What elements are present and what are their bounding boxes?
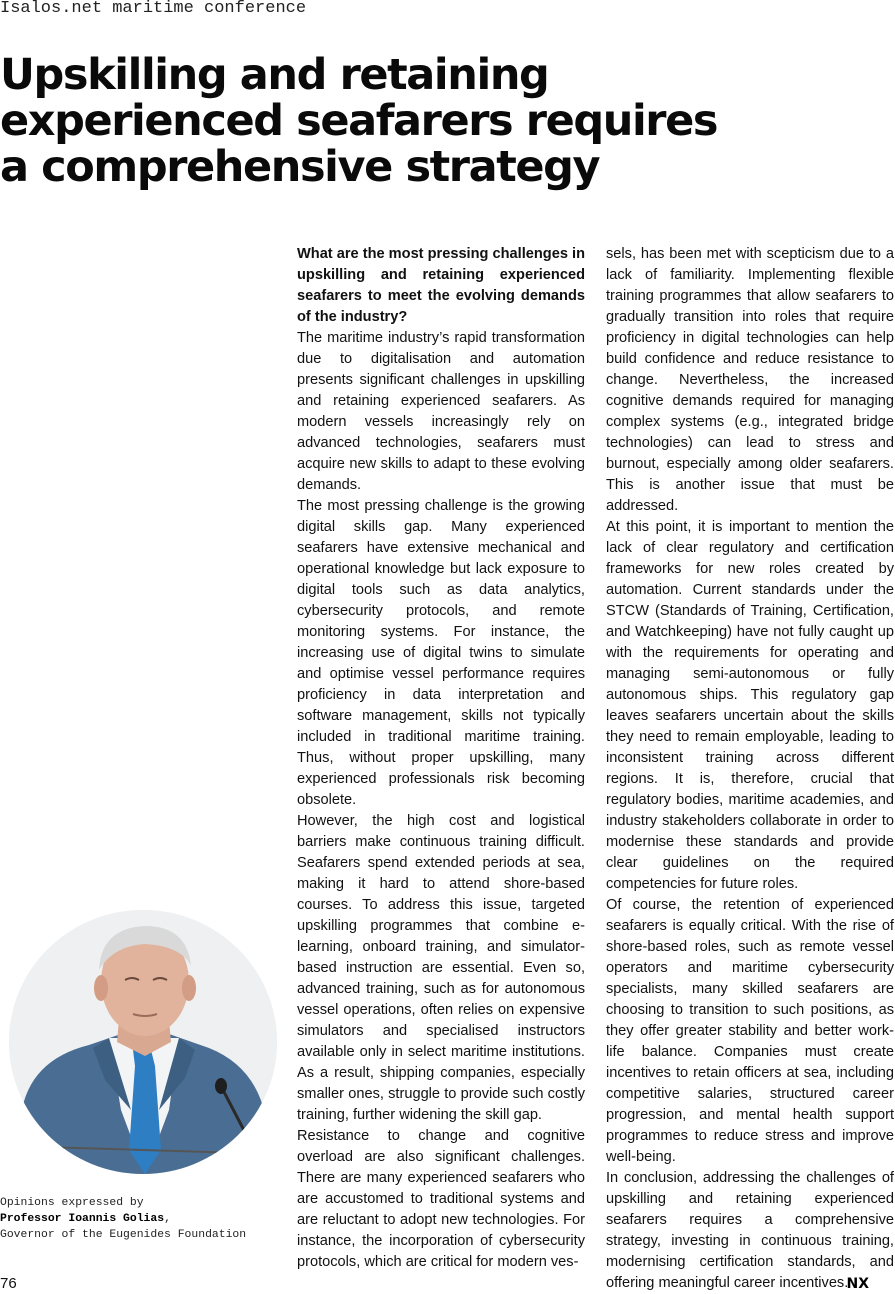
- paragraph-2: The most pressing challenge is the growing digital skills gap. Many experienced seafarers have extensive mechanical and operational knowledge but lack exposure to digital tools such as data analytics, cybersecurity protocols, and remote monitoring systems. For instance, the increasing use of digital twins to simulate and optimise vessel performance requires proficiency in data interpretation and software management, skills not typically included in traditional maritime training. Thus, without proper upskilling, many experienced professionals risk becoming obsolete.: [297, 498, 585, 808]
- author-role: Governor of the Eugenides Foundation: [0, 1229, 247, 1241]
- page-number: 76: [0, 1275, 17, 1292]
- paragraph-3: However, the high cost and logistical barriers make continuous training difficult. Seafarers spend extended periods at sea, making it hard to attend shore-based courses. To address this issue, targeted upskilling programmes that combine e-learning, onboard training, and simulator-based instruction are essential. Even so, advanced training, such as for autonomous vessel operations, often relies on expensive simulators and specialised instructors available only in select maritime institutions. As a result, shipping companies, especially smaller ones, struggle to provide such costly training, further widening the skill gap.: [297, 813, 585, 1123]
- caption-name-line: [0, 1211, 280, 1227]
- article-column-right: [606, 244, 894, 1294]
- nx-logo: NX: [846, 1276, 869, 1292]
- caption-intro: Opinions expressed by: [0, 1197, 144, 1209]
- title-line-1: Upskilling and retaining: [0, 50, 549, 100]
- article-title: [0, 52, 760, 190]
- author-name: Professor Ioannis Golias: [0, 1213, 165, 1225]
- author-caption: [0, 1195, 280, 1243]
- paragraph-1: The maritime industry’s rapid transformation due to digitalisation and automation presents significant challenges in upskilling and retaining experienced seafarers. As modern vessels increasingly rely on advanced technologies, seafarers must acquire new skills to adapt to these evolving demands.: [297, 330, 585, 493]
- title-line-2: experienced seafarers requires: [0, 96, 718, 146]
- article-column-left: [297, 244, 585, 1273]
- conference-label: Isalos.net maritime conference: [0, 0, 307, 18]
- paragraph-5: sels, has been met with scepticism due to a lack of familiarity. Implementing flexible training programmes that allow seafarers to gradually transition into roles that require proficiency in digital technologies can help build confidence and reduce resistance to change. Nevertheless, the increased cognitive demands required for managing complex systems (e.g., integrated bridge technologies) can lead to stress and burnout, especially among older seafarers. This is another issue that must be addressed.: [606, 246, 894, 514]
- author-portrait: [9, 910, 277, 1174]
- paragraph-6: At this point, it is important to mention the lack of clear regulatory and certification frameworks for new roles created by automation. Current standards under the STCW (Standards of Training, Certification, and Watchkeeping) have not fully caught up with the requirements for operating and managing semi-autonomous or fully autonomous ships. This regulatory gap leaves seafarers uncertain about the skills they need to remain employable, leading to inconsistent training across different regions. It is, therefore, crucial that regulatory bodies, maritime academies, and industry stakeholders collaborate in order to modernise these standards and provide clear guidelines on the required competencies for future roles.: [606, 519, 894, 892]
- paragraph-8: In conclusion, addressing the challenges of upskilling and retaining experienced seafarers requires a comprehensive strategy, investing in continuous training, modernising certification standards, and offering meaningful career incentives.: [606, 1170, 894, 1291]
- paragraph-7: Of course, the retention of experienced seafarers is equally critical. With the rise of shore-based roles, such as remote vessel operators and maritime cybersecurity specialists, many skilled seafarers are choosing to transition to such positions, as they offer greater stability and better work-life balance. Companies must create incentives to retain officers at sea, including competitive salaries, structured career progression, and mental health support programmes to reduce stress and improve well-being.: [606, 897, 894, 1165]
- author-name-suffix: ,: [164, 1213, 171, 1225]
- portrait-illustration: [9, 910, 277, 1174]
- paragraph-4: Resistance to change and cognitive overload are also significant challenges. There are many experienced seafarers who are accustomed to traditional systems and are reluctant to adopt new technologies. For instance, the incorporation of cybersecurity protocols, which are critical for modern ves-: [297, 1128, 585, 1270]
- title-line-3: a comprehensive strategy: [0, 142, 600, 192]
- interview-question: What are the most pressing challenges in upskilling and retaining experienced seafarers to meet the evolving demands of the industry?: [297, 246, 585, 325]
